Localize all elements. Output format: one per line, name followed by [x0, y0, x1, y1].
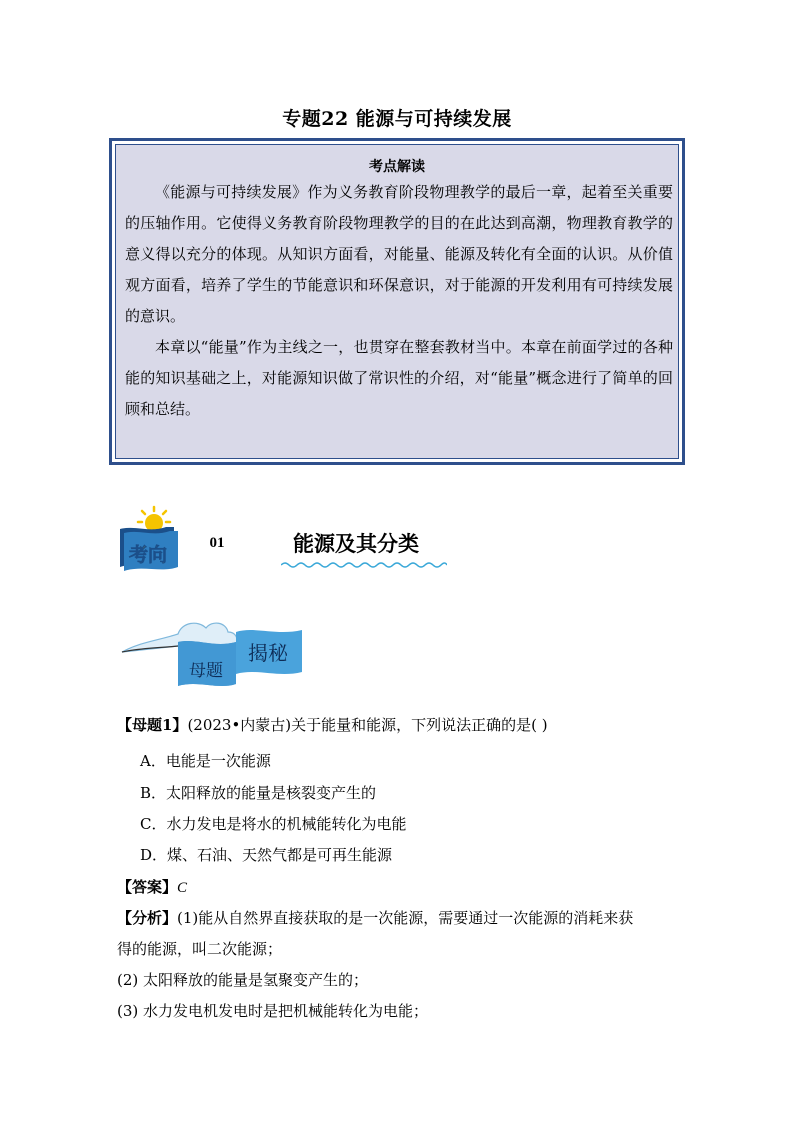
analysis-line-2: (2) 太阳释放的能量是氢聚变产生的；: [117, 971, 369, 989]
section-number: 01: [209, 535, 225, 551]
option-c: C．水力发电是将水的机械能转化为电能: [140, 815, 407, 833]
wavy-underline: [281, 561, 447, 569]
intro-body: [125, 177, 673, 425]
intro-box-inner: [115, 144, 679, 459]
question-source: (2023•内蒙古): [187, 716, 292, 734]
option-a: A．电能是一次能源: [140, 752, 271, 770]
question-text: 关于能量和能源，下列说法正确的是( ): [291, 716, 548, 734]
answer-line: [117, 877, 677, 898]
analysis-text-1: (1)能从自然界直接获取的是一次能源，需要通过一次能源的消耗来获: [177, 909, 634, 927]
intro-paragraph-1: 《能源与可持续发展》作为义务教育阶段物理教学的最后一章，起着至关重要的压轴作用。它使得义务教育阶段物理教学的目的在此达到高潮，物理教育教学的意义得以充分的体现。从知识方面看，对能量、能源及转化有全面的认识。从价值观方面看，培养了学生的节能意识和环保意识，对于能源的开发利用有可持续发展的意识。: [125, 183, 673, 325]
mu-ti-banner: [118, 612, 308, 697]
question-label: 【母题1】: [117, 716, 188, 734]
answer-label: 【答案】: [117, 878, 178, 896]
question-stem: [117, 715, 677, 735]
intro-heading: 考点解读: [369, 159, 425, 175]
intro-paragraph-2: 本章以“能量”作为主线之一，也贯穿在整套教材当中。本章在前面学过的各种能的知识基础之上，对能源知识做了常识性的介绍，对“能量”概念进行了简单的回顾和总结。: [125, 338, 673, 418]
option-d: D．煤、石油、天然气都是可再生能源: [140, 846, 393, 864]
option-b: B．太阳释放的能量是核裂变产生的: [140, 784, 377, 802]
badge-label: 考向: [128, 544, 168, 566]
kaoxiang-badge: [118, 505, 268, 585]
section-title: 能源及其分类: [293, 532, 419, 556]
page-title: 专题22 能源与可持续发展: [282, 108, 512, 130]
intro-box: [109, 138, 685, 465]
analysis-line-3: (3) 水力发电机发电时是把机械能转化为电能；: [117, 1002, 429, 1020]
banner-right-text: 揭秘: [248, 641, 288, 665]
analysis-line-1b: 得的能源，叫二次能源；: [117, 940, 283, 958]
banner-left-text: 母题: [189, 661, 223, 681]
analysis-label: 【分析】: [117, 909, 178, 927]
analysis-line-1: [117, 908, 677, 928]
answer-value: C: [177, 880, 188, 896]
